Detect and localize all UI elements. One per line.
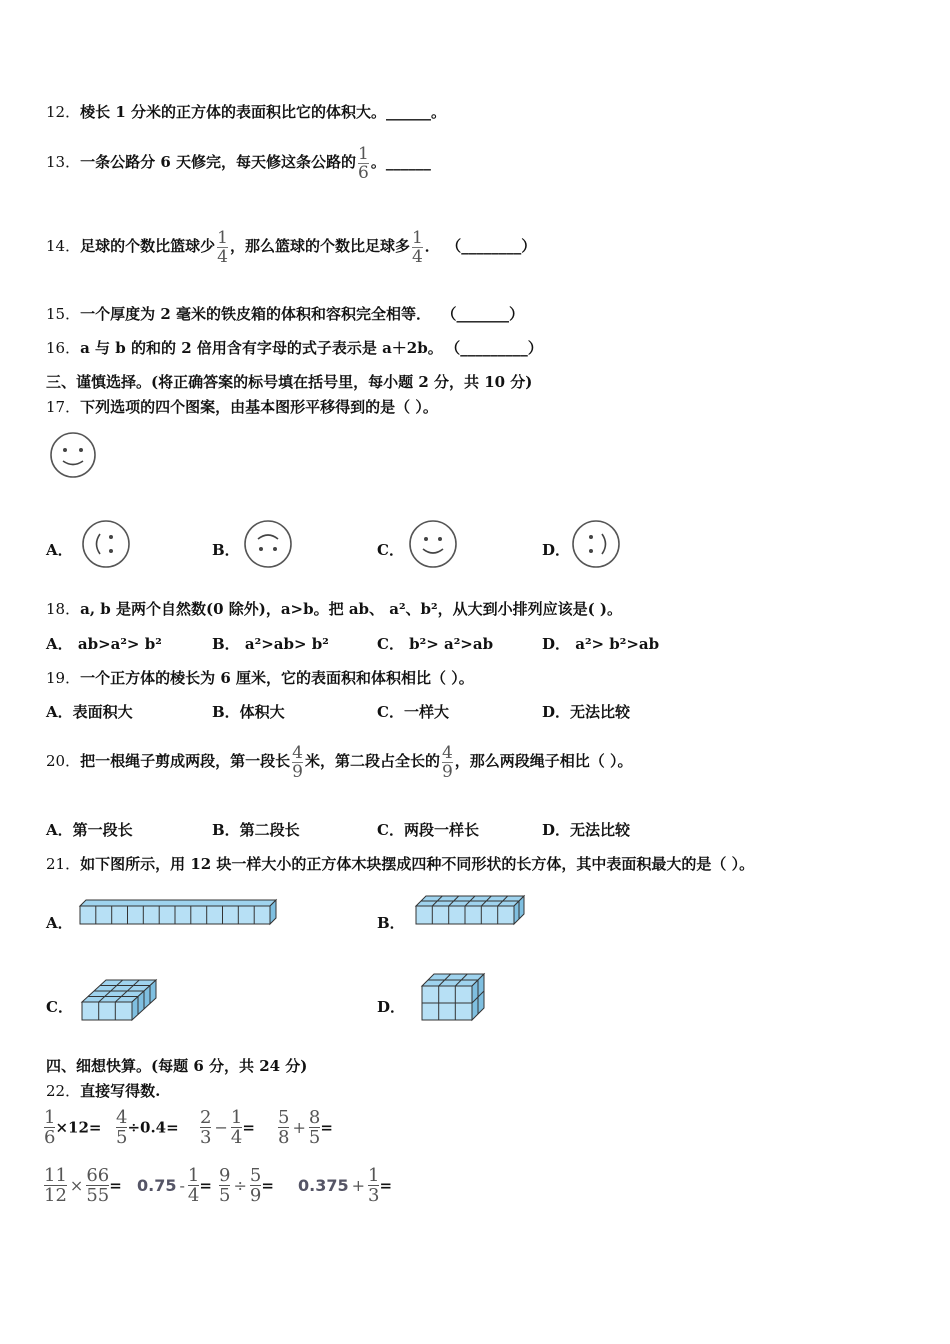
q21-a-1x12-cuboid-image[interactable] (78, 898, 280, 928)
q22-c7-den-1: 5 (219, 1185, 231, 1206)
q22-c7-equals: = (261, 1176, 274, 1195)
q13-end: 。 (370, 153, 386, 171)
q22-c5-den-1: 12 (44, 1185, 67, 1206)
q22-c2-tail: ÷0.4= (127, 1118, 179, 1137)
q22-c4-den-1: 8 (278, 1127, 290, 1148)
question-22 (46, 1081, 160, 1101)
q14-f2-den: 4 (411, 246, 423, 267)
q18-option-c[interactable]: C． b²> a²>ab (377, 635, 494, 653)
question-15 (46, 304, 524, 324)
q20-text-1: 把一根绳子剪成两段，第一段长 (80, 752, 291, 770)
q22-c1-den: 6 (44, 1127, 56, 1148)
q22-c7-fraction-1 (219, 1166, 230, 1205)
q21-c-flat-cuboid-image[interactable] (80, 976, 162, 1024)
q12-blank[interactable]: ______ (385, 103, 431, 121)
question-21 (46, 854, 754, 874)
q22-c8-equals: = (379, 1176, 393, 1195)
q20-f1-den: 9 (292, 761, 303, 782)
q22-c5-num-1: 11 (44, 1165, 67, 1186)
q22-c5-equals: = (109, 1176, 122, 1195)
q17-base-smiley-icon (48, 430, 98, 480)
q19-number: 19． (46, 669, 81, 687)
q22-c7-operator: ÷ (233, 1176, 247, 1195)
q22-c1-fraction (44, 1108, 55, 1147)
q22-calc-7 (219, 1166, 274, 1205)
q19-option-c[interactable]: C．一样大 (377, 703, 449, 721)
q22-c4-fraction-2 (309, 1108, 320, 1147)
q18-number: 18． (46, 600, 81, 618)
q15-blank[interactable]: （_______） (448, 305, 524, 323)
q22-c3-fraction-1 (200, 1108, 211, 1147)
q12-end: 。 (430, 103, 446, 121)
question-12 (46, 102, 446, 122)
q21-option-c[interactable]: C． (46, 998, 73, 1016)
q22-c6-den: 4 (187, 1185, 200, 1206)
q22-calc-3 (200, 1108, 255, 1147)
q13-fraction (358, 145, 369, 182)
q17-b-upside-smiley-icon[interactable] (242, 518, 294, 570)
q22-c2-fraction (116, 1108, 127, 1147)
question-16 (46, 338, 543, 358)
q21-option-a[interactable]: A． (46, 914, 73, 932)
q22-c8-den: 3 (368, 1185, 380, 1206)
q18-option-d[interactable]: D． a²> b²>ab (542, 635, 660, 653)
q14-blank[interactable]: （________） (453, 237, 537, 255)
q14-text-1: 足球的个数比篮球少 (80, 237, 216, 255)
q17-a-rotated-smiley-icon[interactable] (80, 518, 132, 570)
q14-text-3: ． (424, 237, 440, 255)
q20-f2-den: 9 (441, 761, 453, 782)
q22-c4-fraction-1 (278, 1108, 289, 1147)
q14-f1-den: 4 (217, 246, 228, 267)
question-20 (46, 741, 633, 781)
q22-c2-num: 4 (116, 1107, 128, 1128)
q13-frac-num: 1 (357, 143, 369, 164)
q22-c4-num-2: 8 (308, 1107, 321, 1128)
q22-c1-tail: ×12= (55, 1118, 102, 1137)
q20-option-d[interactable]: D．无法比较 (542, 821, 631, 839)
q17-option-c[interactable]: C． (377, 541, 404, 559)
q22-c5-operator: × (69, 1176, 84, 1195)
q20-fraction-2 (442, 744, 453, 781)
q22-number: 22． (46, 1082, 81, 1100)
q17-c-smiley-icon[interactable] (407, 518, 459, 570)
q22-c6-fraction (188, 1166, 199, 1205)
q22-c6-decimal: 0.75 (137, 1176, 177, 1195)
q22-c5-fraction-1 (44, 1166, 67, 1205)
q14-fraction-1 (217, 229, 228, 266)
section-4-heading: 四、细想快算。(每题 6 分，共 24 分) (46, 1057, 308, 1075)
question-13 (46, 142, 431, 182)
q22-c4-operator: + (292, 1118, 306, 1137)
q14-number: 14． (46, 237, 81, 255)
q22-c5-num-2: 66 (86, 1165, 110, 1186)
q20-number: 20． (46, 752, 81, 770)
q22-c5-den-2: 55 (86, 1185, 110, 1206)
q16-blank[interactable]: （_________） (452, 339, 543, 357)
q14-f2-num: 1 (411, 227, 423, 248)
q22-calc-4 (278, 1108, 333, 1147)
q22-c5-fraction-2 (86, 1166, 109, 1205)
q19-option-b[interactable]: B．体积大 (212, 703, 285, 721)
question-19 (46, 668, 474, 688)
q20-option-a[interactable]: A．第一段长 (46, 821, 133, 839)
q18-option-b[interactable]: B． a²>ab> b² (212, 635, 329, 653)
q13-text: 一条公路分 6 天修完，每天修这条公路的 (80, 153, 356, 171)
q22-c6-num: 1 (187, 1165, 200, 1186)
q22-text: 直接写得数. (80, 1082, 161, 1100)
q22-c3-fraction-2 (231, 1108, 242, 1147)
q22-calc-8 (298, 1166, 392, 1205)
q18-text: a, b 是两个自然数(0 除外)，a>b。把 ab、 a²、b²，从大到小排列应该是( )。 (80, 600, 623, 618)
q12-number: 12． (46, 103, 81, 121)
q21-option-b[interactable]: B． (377, 914, 405, 932)
q15-number: 15． (46, 305, 81, 323)
q22-c3-den-2: 4 (230, 1127, 243, 1148)
q21-text: 如下图所示，用 12 块一样大小的正方体木块摆成四种不同形状的长方体，其中表面积最大的是（ ）。 (80, 855, 755, 873)
q22-c6-operator: - (179, 1176, 185, 1195)
q22-c3-operator: − (214, 1118, 228, 1137)
q21-d-cube-cuboid-image[interactable] (420, 972, 488, 1024)
q13-frac-den: 6 (357, 162, 369, 183)
q21-b-2x6-cuboid-image[interactable] (412, 894, 528, 928)
q17-number: 17． (46, 398, 81, 416)
q22-c4-num-1: 5 (278, 1107, 290, 1128)
q19-option-a[interactable]: A．表面积大 (46, 703, 133, 721)
q17-d-rotated-smiley-icon[interactable] (570, 518, 622, 570)
q22-c3-num-1: 2 (200, 1107, 212, 1128)
q17-option-b[interactable]: B． (212, 541, 240, 559)
q22-calc-2 (116, 1108, 179, 1147)
q19-text: 一个正方体的棱长为 6 厘米，它的表面积和体积相比（ ）。 (80, 669, 474, 687)
q13-blank[interactable]: ______ (385, 153, 431, 171)
question-17 (46, 397, 438, 417)
q22-c4-equals: = (320, 1118, 333, 1137)
q15-text: 一个厚度为 2 毫米的铁皮箱的体积和容积完全相等． (80, 305, 431, 323)
q22-c7-den-2: 9 (249, 1185, 262, 1206)
q20-fraction-1 (292, 744, 303, 781)
q22-c3-den-1: 3 (200, 1127, 212, 1148)
q17-text: 下列选项的四个图案，由基本图形平移得到的是（ ）。 (80, 398, 438, 416)
question-18 (46, 599, 622, 619)
q20-text-3: ，那么两段绳子相比（ ）。 (454, 752, 633, 770)
q12-text: 棱长 1 分米的正方体的表面积比它的体积大。 (80, 103, 386, 121)
q22-calc-1 (44, 1108, 101, 1147)
q21-option-d[interactable]: D． (377, 998, 406, 1016)
q22-c3-equals: = (242, 1118, 255, 1137)
q22-c8-operator: + (351, 1176, 366, 1195)
q22-c7-fraction-2 (250, 1166, 261, 1205)
q19-option-d[interactable]: D．无法比较 (542, 703, 631, 721)
q22-c8-fraction (368, 1166, 379, 1205)
q18-option-a[interactable]: A． ab>a²> b² (46, 635, 162, 653)
q14-f1-num: 1 (217, 227, 228, 248)
q22-c4-den-2: 5 (308, 1127, 321, 1148)
q22-c3-num-2: 1 (230, 1107, 243, 1128)
q22-c8-num: 1 (368, 1165, 380, 1186)
q17-option-a[interactable]: A． (46, 541, 73, 559)
q20-f2-num: 4 (441, 742, 453, 763)
q20-option-c[interactable]: C．两段一样长 (377, 821, 479, 839)
q22-c7-num-1: 9 (219, 1165, 231, 1186)
q16-text: a 与 b 的和的 2 倍用含有字母的式子表示是 a＋2b。 (80, 339, 443, 357)
q22-c2-den: 5 (116, 1127, 128, 1148)
q22-calc-6 (137, 1166, 212, 1205)
q20-text-2: 米，第二段占全长的 (304, 752, 440, 770)
q22-c8-decimal: 0.375 (298, 1176, 349, 1195)
q13-number: 13． (46, 153, 81, 171)
q20-f1-num: 4 (292, 742, 303, 763)
q17-option-d[interactable]: D． (542, 541, 571, 559)
q14-fraction-2 (412, 229, 423, 266)
q22-c1-num: 1 (44, 1107, 56, 1128)
q21-number: 21． (46, 855, 81, 873)
q22-c6-equals: = (199, 1176, 212, 1195)
q16-number: 16． (46, 339, 81, 357)
q22-c7-num-2: 5 (249, 1165, 262, 1186)
q20-option-b[interactable]: B．第二段长 (212, 821, 300, 839)
question-14 (46, 226, 536, 266)
section-3-heading: 三、谨慎选择。(将正确答案的标号填在括号里，每小题 2 分，共 10 分) (46, 373, 533, 391)
q14-text-2: ，那么篮球的个数比足球多 (229, 237, 410, 255)
q22-calc-5 (44, 1166, 122, 1205)
